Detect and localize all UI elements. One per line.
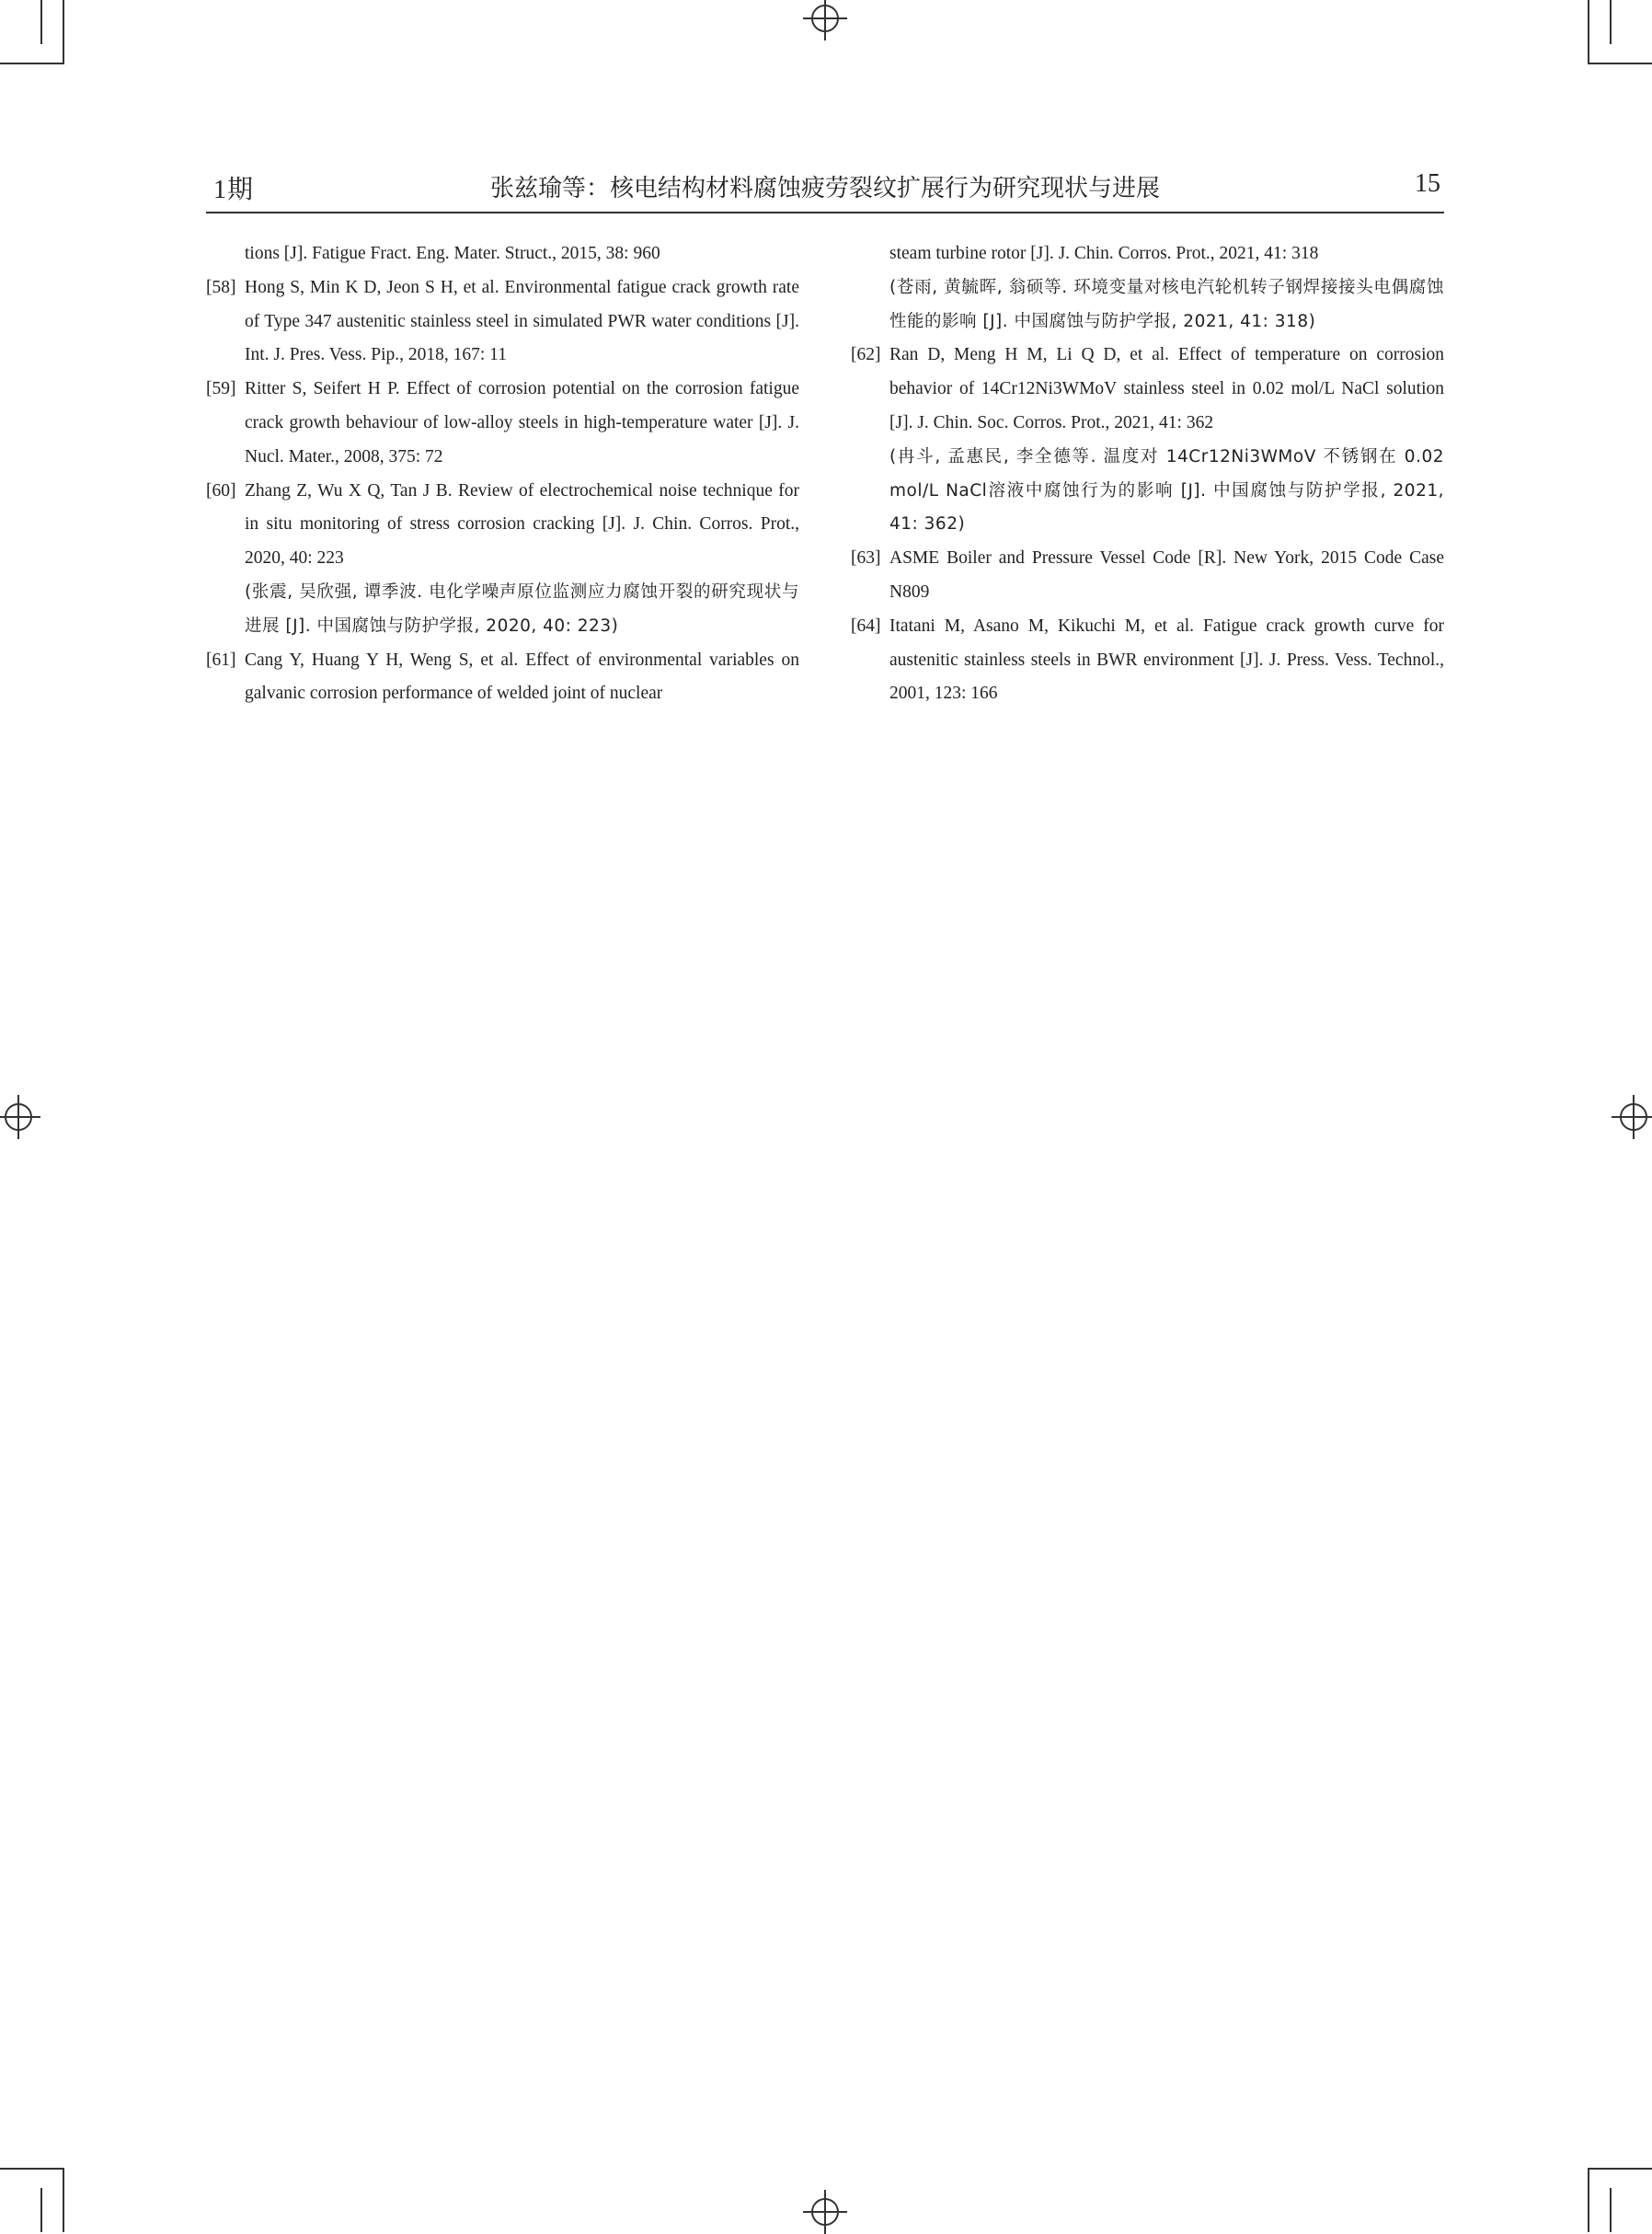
crop-mark — [1588, 63, 1652, 64]
reference-number: [62] — [851, 345, 881, 365]
reference-text: steam turbine rotor [J]. J. Chin. Corros. Prot., 2021, 41: 318 — [889, 244, 1319, 263]
page-number: 15 — [1415, 169, 1440, 198]
crop-mark — [1588, 2168, 1652, 2170]
reference-chinese-text: (张震, 吴欣强, 谭季波. 电化学噪声原位监测应力腐蚀开裂的研究现状与进展 [J]. 中国腐蚀与防护学报, 2020, 40: 223) — [245, 582, 799, 636]
reference-text: Itatani M, Asano M, Kikuchi M, et al. Fatigue crack growth curve for austenitic stainless steels in BWR environment [J]. J. Press. Vess. Technol., 2001, 123: 166 — [889, 616, 1444, 704]
reference-number: [61] — [206, 650, 236, 670]
reference-text: Zhang Z, Wu X Q, Tan J B. Review of electrochemical noise technique for in situ monitoring of stress corrosion cracking [J]. J. Chin. Corros. Prot., 2020, 40: 223 — [245, 480, 799, 569]
reference-text: Ran D, Meng H M, Li Q D, et al. Effect of temperature on corrosion behavior of 14Cr12Ni3WMoV stainless steel in 0.02 mol/L NaCl solution [J]. J. Chin. Soc. Corros. Prot., 2021, 41: 362 — [889, 345, 1444, 432]
reference-text: ASME Boiler and Pressure Vessel Code [R]. New York, 2015 Code Case N809 — [889, 548, 1444, 602]
reference-text: Cang Y, Huang Y H, Weng S, et al. Effect of environmental variables on galvanic corrosion performance of welded joint of nuclear — [245, 650, 799, 704]
crop-mark — [1588, 0, 1589, 64]
crop-mark — [0, 63, 64, 64]
reference-number: [59] — [206, 379, 236, 399]
reference-number: [58] — [206, 277, 236, 297]
running-header — [206, 166, 1444, 213]
registration-mark-right — [1612, 1095, 1652, 1139]
crop-mark — [1610, 2188, 1612, 2232]
reference-item — [851, 542, 1444, 610]
issue-label: 1期 — [213, 176, 255, 204]
crop-mark — [1588, 2168, 1589, 2232]
reference-item — [206, 237, 799, 271]
registration-mark-left — [0, 1095, 40, 1139]
reference-item — [206, 475, 799, 644]
reference-item — [851, 610, 1444, 711]
running-title: 张兹瑜等：核电结构材料腐蚀疲劳裂纹扩展行为研究现状与进展 — [489, 175, 1160, 202]
crop-mark — [63, 0, 64, 64]
reference-text: tions [J]. Fatigue Fract. Eng. Mater. Struct., 2015, 38: 960 — [245, 244, 660, 263]
reference-item — [206, 271, 799, 373]
crop-mark — [63, 2168, 64, 2232]
reference-item — [206, 644, 799, 712]
reference-chinese-text: (苍雨, 黄毓晖, 翁硕等. 环境变量对核电汽轮机转子钢焊接接头电偶腐蚀性能的影响 [J]. 中国腐蚀与防护学报, 2021, 41: 318) — [889, 277, 1444, 331]
reference-number: [64] — [851, 616, 881, 636]
reference-chinese-text: (冉斗, 孟惠民, 李全德等. 温度对 14Cr12Ni3WMoV 不锈钢在 0.02 mol/L NaCl溶液中腐蚀行为的影响 [J]. 中国腐蚀与防护学报, 2021, 41: 362) — [889, 446, 1444, 535]
registration-mark-bottom — [803, 2190, 847, 2234]
crop-mark — [40, 2188, 42, 2232]
reference-text: Ritter S, Seifert H P. Effect of corrosion potential on the corrosion fatigue crack growth behaviour of low-alloy steels in high-temperature water [J]. J. Nucl. Mater., 2008, 375: 72 — [245, 379, 799, 466]
registration-mark-top — [803, 0, 847, 40]
reference-text: Hong S, Min K D, Jeon S H, et al. Environmental fatigue crack growth rate of Type 347 austenitic stainless steel in simulated PWR water conditions [J]. Int. J. Pres. Vess. Pip., 2018, 167: 11 — [245, 277, 799, 365]
references-right-column — [851, 237, 1444, 711]
references-left-column — [206, 237, 799, 711]
reference-item — [851, 339, 1444, 542]
reference-number: [63] — [851, 548, 881, 569]
reference-item — [206, 373, 799, 474]
crop-mark — [40, 0, 42, 44]
reference-item — [851, 237, 1444, 339]
crop-mark — [0, 2168, 64, 2170]
crop-mark — [1610, 0, 1612, 44]
reference-number: [60] — [206, 480, 236, 501]
